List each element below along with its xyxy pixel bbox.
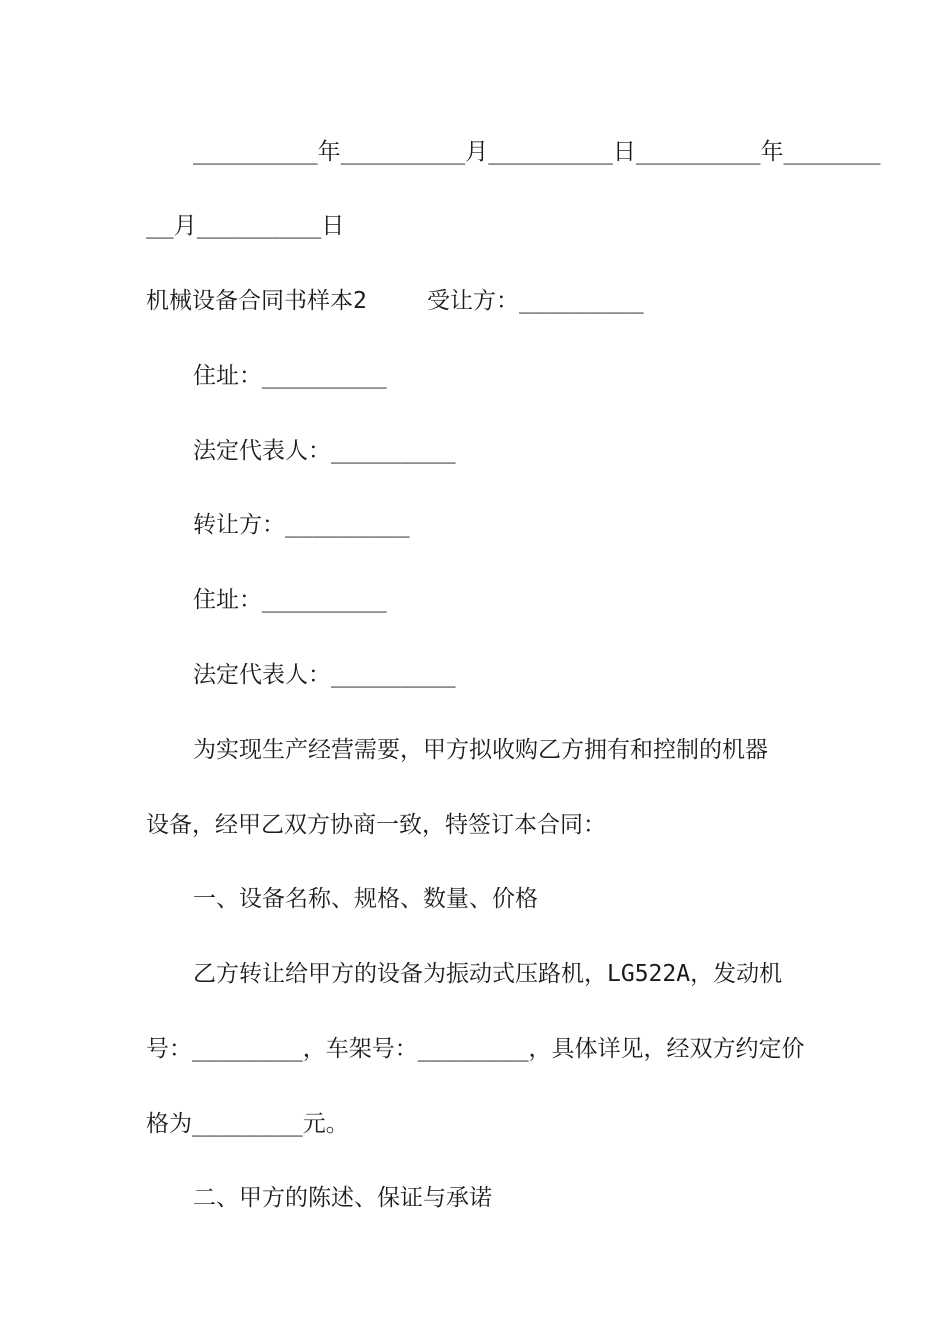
- paragraph-text-2: 设备，经甲乙双方协商一致，特签订本合同：: [146, 812, 606, 838]
- date-text-2: __月_________日: [146, 213, 345, 239]
- transferor-address-field: 住址：_________: [193, 587, 387, 613]
- transferor-representative-field: 法定代表人：_________: [193, 662, 456, 688]
- paragraph-text-1: 为实现生产经营需要，甲方拟收购乙方拥有和控制的机器: [193, 737, 768, 763]
- paragraph-text-5: 格为________元。: [146, 1111, 349, 1137]
- section-heading-text-1: 一、设备名称、规格、数量、价格: [193, 886, 538, 912]
- transferee-address-field: 住址：_________: [193, 363, 387, 389]
- transferor-field: 转让方：_________: [193, 512, 410, 538]
- document-title: 机械设备合同书样本2: [146, 288, 367, 314]
- paragraph-text-4: 号：________，车架号：________，具体详见，经双方约定价: [146, 1036, 805, 1062]
- transferee-field: 受让方：_________: [427, 288, 644, 314]
- section-heading-text-2: 二、甲方的陈述、保证与承诺: [193, 1185, 492, 1211]
- transferee-representative-field: 法定代表人：_________: [193, 438, 456, 464]
- date-text-1: _________年_________月_________日_________年_______: [193, 139, 881, 165]
- paragraph-text-3: 乙方转让给甲方的设备为振动式压路机，LG522A，发动机: [193, 961, 783, 987]
